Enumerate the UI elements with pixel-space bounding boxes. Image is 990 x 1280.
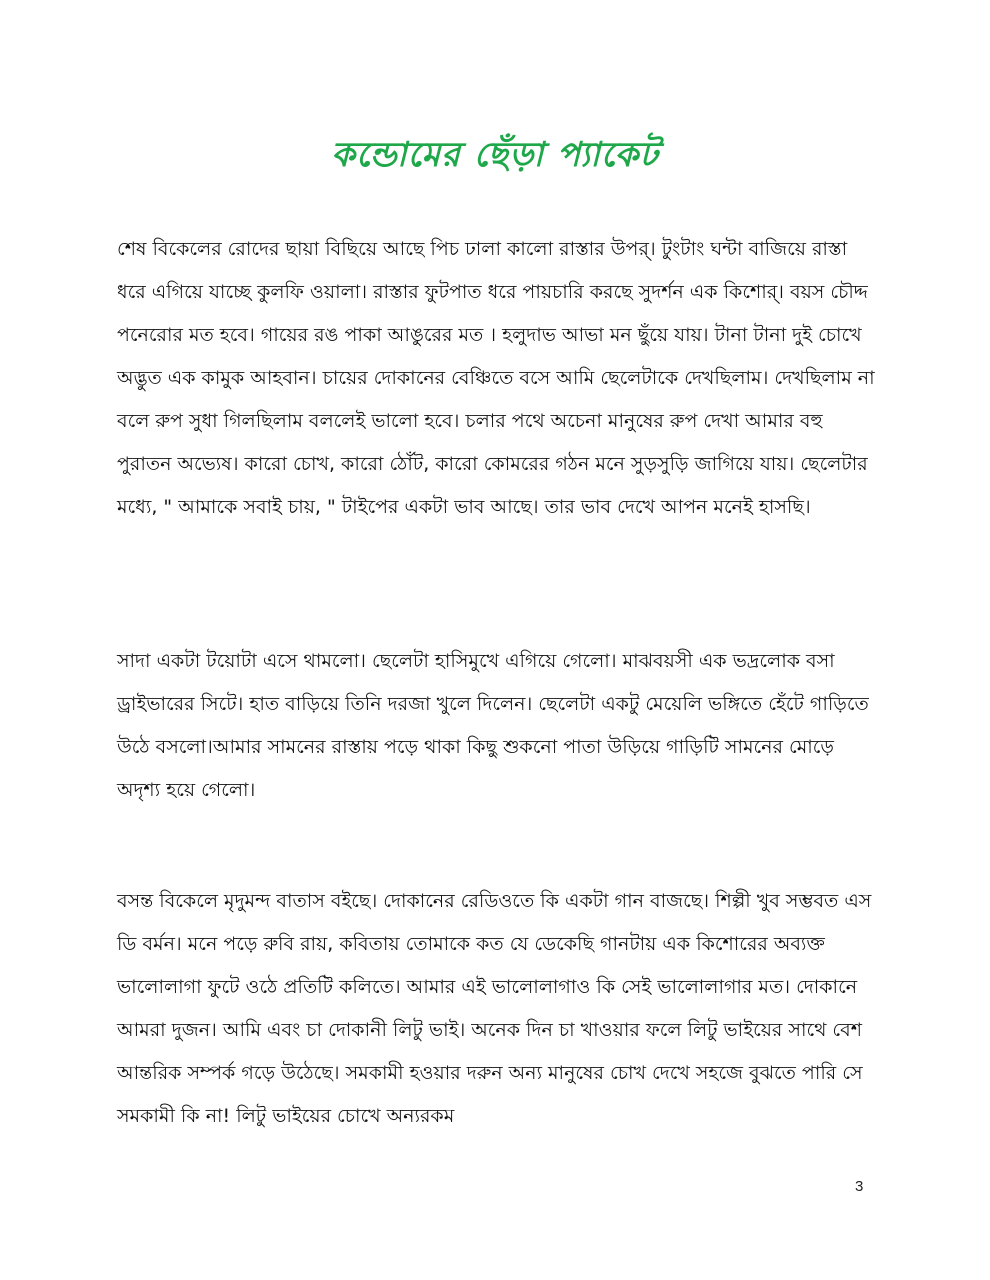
paragraph-2: সাদা একটা টয়োটা এসে থামলো। ছেলেটা হাসিমুখে এগিয়ে গেলো। মাঝবয়সী এক ভদ্রলোক বসা ড্রাইভারের সিটে। হাত বাড়িয়ে তিনি দরজা খুলে দিলেন। ছেলেটা একটু মেয়েলি ভঙ্গিতে হেঁটে গাড়িতে উঠে বসলো।আমার সামনের রাস্তায় পড়ে থাকা কিছু শুকনো পাতা উড়িয়ে গাড়িটি সামনের মোড়ে অদৃশ্য হয়ে গেলো। (117, 650, 869, 801)
paragraph-1: শেষ বিকেলের রোদের ছায়া বিছিয়ে আছে পিচ ঢালা কালো রাস্তার উপর্। টুংটাং ঘন্টা বাজিয়ে রাস্তা ধরে এগিয়ে যাচ্ছে কুলফি ওয়ালা। রাস্তার ফুটপাত ধরে পায়চারি করছে সুদর্শন এক কিশোর্। বয়স চৌদ্দ পনেরোর মত হবে। গায়ের রঙ পাকা আঙুরের মত । হলুদাভ আভা মন ছুঁয়ে যায়। টানা টানা দুই চোখে অদ্ভুত এক কামুক আহবান। চায়ের দোকানের বেঞ্চিতে বসে আমি ছেলেটাকে দেখছিলাম। দেখছিলাম না বলে রুপ সুধা গিলছিলাম বললেই ভালো হবে। চলার পথে অচেনা মানুষের রুপ দেখা আমার বহু পুরাতন অভ্যেষ। কারো চোখ, কারো ঠোঁট, কারো কোমরের গঠন মনে সুড়সুড়ি জাগিয়ে যায়। ছেলেটার মধ্যে, " আমাকে সবাই চায়, " টাইপের একটা ভাব আছে। তার ভাব দেখে আপন মনেই হাসছি। (117, 238, 875, 518)
paragraph-3: বসন্ত বিকেলে মৃদুমন্দ বাতাস বইছে। দোকানের রেডিওতে কি একটা গান বাজছে। শিল্পী খুব সম্ভবত এস ডি বর্মন। মনে পড়ে রুবি রায়, কবিতায় তোমাকে কত যে ডেকেছি গানটায় এক কিশোরের অব্যক্ত ভালোলাগা ফুটে ওঠে প্রতিটি কলিতে। আমার এই ভালোলাগাও কি সেই ভালোলাগার মত। দোকানে আমরা দুজন। আমি এবং চা দোকানী লিটু ভাই। অনেক দিন চা খাওয়ার ফলে লিটু ভাইয়ের সাথে বেশ আন্তরিক সম্পর্ক গড়ে উঠেছে। সমকামী হওয়ার দরুন অন্য মানুষের চোখ দেখে সহজে বুঝতে পারি সে সমকামী কি না! লিটু ভাইয়ের চোখে অন্যরকম (117, 890, 872, 1127)
page-number: 3 (855, 1178, 864, 1195)
page-title: কন্ডোমের ছেঁড়া প্যাকেট (331, 134, 659, 175)
